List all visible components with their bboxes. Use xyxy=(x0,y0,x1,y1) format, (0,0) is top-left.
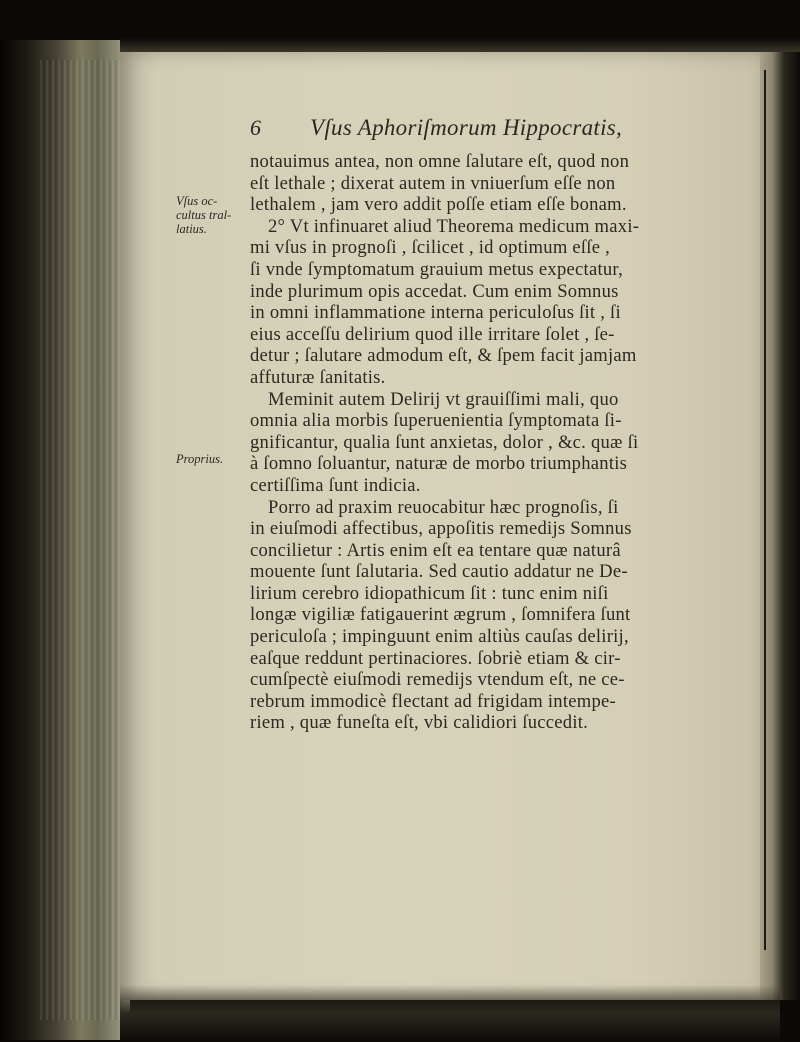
text-line: in omni inflammatione interna periculoſus ſit , ſi xyxy=(250,302,621,324)
text-line: in eiuſmodi affectibus, appoſitis remedijs Somnus xyxy=(250,518,632,540)
margin-note: Proprius. xyxy=(176,452,224,466)
text-line: notauimus antea, non omne ſalutare eſt, quod non xyxy=(250,151,630,172)
text-line: cumſpectè eiuſmodi remedijs vtendum eſt, ne ce- xyxy=(250,669,625,691)
text-line: concilietur : Artis enim eſt ea tentare quæ naturâ xyxy=(250,539,621,561)
text-line: 2° Vt infinuaret aliud Theorema medicum maxi- xyxy=(268,215,640,237)
text-line: riem , quæ funeſta eſt, vbi calidiori ſuccedit. xyxy=(250,712,589,734)
text-line: gnificantur, qualia ſunt anxietas, dolor , &c. quæ ſi xyxy=(250,431,639,453)
margin-note: latius. xyxy=(176,222,207,236)
text-line: inde plurimum opis accedat. Cum enim Somnus xyxy=(250,280,619,302)
margin-note: Vſus oc- xyxy=(176,194,218,208)
text-line: lirium cerebro idiopathicum ſit : tunc enim niſi xyxy=(250,582,609,604)
text-line: mi vſus in prognoſi , ſcilicet , id optimum eſſe , xyxy=(250,237,611,259)
body-text xyxy=(250,151,725,734)
page-number: 6 xyxy=(250,115,261,140)
right-page-edge xyxy=(760,52,800,1000)
text-line: eius acceſſu delirium quod ille irritare ſolet , ſe- xyxy=(250,323,615,345)
text-line: eſt lethale ; dixerat autem in vniuerſum eſſe non xyxy=(250,172,616,194)
text-line: periculoſa ; impinguunt enim altiùs cauſas delirij, xyxy=(250,626,629,648)
text-line: Porro ad praxim reuocabitur hæc prognoſis, ſi xyxy=(268,496,619,518)
running-header xyxy=(250,115,725,151)
text-line: eaſque reddunt pertinaciores. ſobriè etiam & cir- xyxy=(250,647,621,669)
page-edges xyxy=(40,60,125,1020)
margin-note: cultus tral- xyxy=(176,208,232,222)
text-line: mouente ſunt ſalutaria. Sed cautio addatur ne De- xyxy=(250,561,628,583)
text-line: ſi vnde ſymptomatum grauium metus expectatur, xyxy=(250,258,624,280)
text-line: longæ vigiliæ fatigauerint ægrum , ſomnifera ſunt xyxy=(250,604,631,626)
bottom-shadow xyxy=(120,985,780,1042)
text-line: Meminit autem Delirij vt grauiſſimi mali, quo xyxy=(268,388,619,410)
text-line: lethalem , jam vero addit poſſe etiam eſſe bonam. xyxy=(250,194,627,216)
right-edge-line xyxy=(764,70,766,950)
text-line: omnia alia morbis ſuperuenientia ſymptomata ſi- xyxy=(250,410,622,432)
text-line: affuturæ ſanitatis. xyxy=(250,366,386,388)
page-text xyxy=(250,115,725,734)
text-line: à ſomno ſoluantur, naturæ de morbo triumphantis xyxy=(250,453,628,475)
running-title: Vſus Aphoriſmorum Hippocratis, xyxy=(310,115,623,140)
text-line: rebrum immodicè flectant ad frigidam intempe- xyxy=(250,690,616,712)
text-line: certiſſima ſunt indicia. xyxy=(250,474,421,496)
text-line: detur ; ſalutare admodum eſt, & ſpem facit jamjam xyxy=(250,345,637,367)
